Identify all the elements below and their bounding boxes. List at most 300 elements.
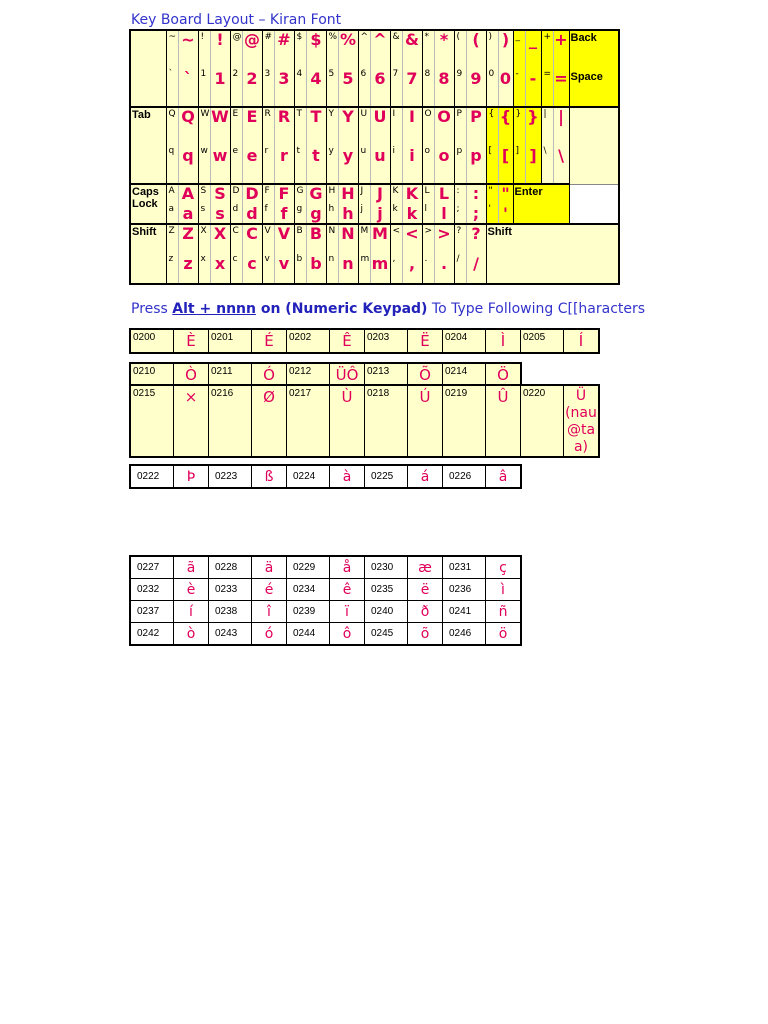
key-glyph-upper: Y — [342, 107, 354, 126]
key-glyph-upper: K — [405, 184, 419, 203]
tab-key[interactable] — [130, 107, 166, 184]
key-row3-0-glyph[interactable] — [178, 184, 198, 224]
key-row1-10-glyph[interactable] — [498, 30, 513, 107]
key-small-lower: 7 — [392, 68, 399, 79]
key-glyph-lower: q — [182, 145, 194, 165]
key-glyph-upper: I — [409, 107, 415, 126]
key-row3-2-glyph[interactable] — [242, 184, 262, 224]
key-small-lower: 2 — [232, 68, 239, 79]
char-glyph: ä — [264, 559, 274, 576]
key-small-upper: + — [543, 32, 552, 42]
key-row4-2-small[interactable] — [230, 224, 242, 284]
key-glyph-lower: = — [554, 68, 568, 88]
key-row3-9-glyph[interactable] — [466, 184, 486, 224]
key-glyph-lower: w — [212, 145, 228, 165]
char-glyph: Ü (nau @ta a) — [565, 388, 597, 455]
key-glyph-upper: X — [213, 224, 227, 243]
key-small-lower: \ — [543, 145, 547, 156]
code-cell — [209, 623, 252, 646]
glyph-cell — [486, 601, 522, 623]
key-small-upper: { — [488, 109, 495, 119]
key-row2-8-glyph[interactable] — [434, 107, 454, 184]
key-glyph-upper: & — [405, 30, 419, 49]
key-glyph-lower: t — [312, 145, 320, 165]
char-code: 0201 — [211, 332, 234, 343]
glyph-cell — [174, 556, 209, 579]
key-glyph-upper: _ — [529, 30, 537, 49]
char-glyph: ô — [342, 625, 352, 642]
key-row1-6-glyph[interactable] — [370, 30, 390, 107]
key-row2-5-small[interactable] — [326, 107, 338, 184]
glyph-cell — [252, 601, 287, 623]
char-code: 0218 — [367, 388, 390, 399]
key-small-upper: " — [488, 186, 493, 196]
char-code: 0243 — [215, 628, 238, 639]
key-small-lower: 3 — [264, 68, 271, 79]
char-glyph: í — [189, 603, 193, 620]
key-row4-3-glyph[interactable] — [274, 224, 294, 284]
key-row2-6-small[interactable] — [358, 107, 370, 184]
key-row4-8-small[interactable] — [422, 224, 434, 284]
key-glyph-lower: b — [310, 254, 322, 273]
char-glyph: È — [186, 332, 196, 350]
char-glyph: Õ — [419, 366, 431, 384]
char-glyph: ö — [498, 625, 508, 642]
key-row3-10-small[interactable] — [486, 184, 498, 224]
key-glyph-upper: " — [501, 184, 510, 203]
key-row1-9-small[interactable] — [454, 30, 466, 107]
key-tilde-row-start[interactable] — [130, 30, 166, 107]
key-row4-4-glyph[interactable] — [306, 224, 326, 284]
glyph-cell — [486, 579, 522, 601]
char-code: 0244 — [293, 628, 316, 639]
glyph-cell — [408, 579, 443, 601]
key-glyph-upper: C — [246, 224, 258, 243]
key-row2-0-glyph[interactable] — [178, 107, 198, 184]
key-row1-0-small[interactable] — [166, 30, 178, 107]
key-glyph-upper: ) — [501, 30, 510, 49]
key-row1-6-small[interactable] — [358, 30, 370, 107]
key-glyph-upper: + — [554, 30, 568, 49]
key-row1-4-small[interactable] — [294, 30, 306, 107]
key-row4-0-small[interactable] — [166, 224, 178, 284]
char-glyph: ñ — [498, 603, 508, 620]
char-glyph: á — [420, 468, 430, 485]
key-row4-6-small[interactable] — [358, 224, 370, 284]
key-small-lower: i — [392, 145, 396, 156]
code-cell — [209, 579, 252, 601]
key-row4-5-glyph[interactable] — [338, 224, 358, 284]
key-row2-1-glyph[interactable] — [210, 107, 230, 184]
key-row2-6-glyph[interactable] — [370, 107, 390, 184]
char-code: 0204 — [445, 332, 468, 343]
key-row3-6-glyph[interactable] — [370, 184, 390, 224]
key-row3-7-small[interactable] — [390, 184, 402, 224]
char-code: 0205 — [523, 332, 546, 343]
code-cell — [287, 579, 330, 601]
key-small-lower: = — [543, 68, 552, 79]
key-glyph-upper: U — [373, 107, 387, 126]
key-small-lower: l — [424, 204, 428, 214]
key-row2-5-glyph[interactable] — [338, 107, 358, 184]
glyph-cell — [486, 556, 522, 579]
key-glyph-lower: ] — [529, 145, 537, 165]
key-row4-1-small[interactable] — [198, 224, 210, 284]
char-glyph: Ó — [263, 366, 275, 384]
key-small-upper: A — [168, 186, 175, 196]
key-row1-1-small[interactable] — [198, 30, 210, 107]
key-small-lower: o — [424, 145, 431, 156]
key-glyph-upper: * — [439, 30, 449, 49]
char-glyph: Ë — [420, 332, 430, 350]
key-small-lower: 5 — [328, 68, 335, 79]
glyph-cell — [174, 329, 209, 353]
key-row4-9-glyph[interactable] — [466, 224, 486, 284]
shift-right-key[interactable] — [486, 224, 619, 284]
code-table-4 — [129, 464, 522, 489]
key-row4-7-small[interactable] — [390, 224, 402, 284]
key-row3-5-small[interactable] — [326, 184, 338, 224]
key-row3-3-small[interactable] — [262, 184, 274, 224]
glyph-cell — [330, 579, 365, 601]
key-small-lower: , — [392, 254, 396, 264]
key-small-lower: . — [424, 254, 428, 264]
backspace-key[interactable] — [569, 30, 619, 107]
key-row2-11-small[interactable] — [513, 107, 525, 184]
key-row2-9-small[interactable] — [454, 107, 466, 184]
key-small-lower: 4 — [296, 68, 303, 79]
key-row4-8-glyph[interactable] — [434, 224, 454, 284]
key-glyph-upper: < — [405, 224, 419, 243]
key-glyph-upper: # — [277, 30, 291, 49]
key-row2-2-small[interactable] — [230, 107, 242, 184]
key-small-upper: L — [424, 186, 430, 196]
char-glyph: å — [342, 559, 352, 576]
key-row4-4-small[interactable] — [294, 224, 306, 284]
key-glyph-upper: ~ — [181, 30, 195, 49]
key-small-lower: a — [168, 204, 175, 214]
char-code: 0231 — [449, 562, 472, 573]
key-row2-11-glyph[interactable] — [525, 107, 541, 184]
key-row2-3-glyph[interactable] — [274, 107, 294, 184]
key-row4-6-glyph[interactable] — [370, 224, 390, 284]
key-row3-2-small[interactable] — [230, 184, 242, 224]
code-table-3 — [129, 384, 600, 458]
key-small-upper: M — [360, 226, 369, 236]
code-cell — [443, 385, 486, 457]
key-small-upper: B — [296, 226, 303, 236]
glyph-cell — [330, 385, 365, 457]
key-row2-10-glyph[interactable] — [498, 107, 513, 184]
key-row1-3-small[interactable] — [262, 30, 274, 107]
char-code: 0246 — [449, 628, 472, 639]
key-row1-11-small[interactable] — [513, 30, 525, 107]
key-glyph-upper: ? — [471, 224, 481, 243]
key-small-upper: ( — [456, 32, 461, 42]
key-row1-10-small[interactable] — [486, 30, 498, 107]
key-row3-4-small[interactable] — [294, 184, 306, 224]
key-row2-7-small[interactable] — [390, 107, 402, 184]
glyph-cell — [174, 385, 209, 457]
char-code: 0230 — [371, 562, 394, 573]
key-row2-1-small[interactable] — [198, 107, 210, 184]
instruction-alt-keys: Alt + nnnn — [172, 301, 256, 317]
key-small-upper: | — [543, 109, 547, 119]
key-small-lower: ' — [488, 204, 491, 214]
key-row1-5-small[interactable] — [326, 30, 338, 107]
key-glyph-lower: 4 — [310, 68, 322, 88]
key-row3-5-glyph[interactable] — [338, 184, 358, 224]
key-row2-4-glyph[interactable] — [306, 107, 326, 184]
char-code: 0232 — [137, 584, 160, 595]
key-small-upper: U — [360, 109, 368, 119]
key-row2-3-small[interactable] — [262, 107, 274, 184]
code-cell — [365, 579, 408, 601]
char-glyph: × — [184, 388, 198, 406]
key-small-lower: ; — [456, 204, 460, 214]
code-table-1 — [129, 328, 600, 354]
key-small-upper: ) — [488, 32, 493, 42]
char-code: 0226 — [449, 471, 472, 482]
key-row4-2-glyph[interactable] — [242, 224, 262, 284]
key-row3-10-glyph[interactable] — [498, 184, 513, 224]
key-small-lower: p — [456, 145, 463, 156]
glyph-cell — [174, 465, 209, 488]
char-glyph: ó — [264, 625, 274, 642]
key-glyph-upper: V — [277, 224, 291, 243]
page-title: Key Board Layout – Kiran Font — [131, 12, 342, 28]
key-glyph-upper: Q — [181, 107, 195, 126]
key-small-lower: w — [200, 145, 208, 156]
char-code: 0210 — [133, 366, 156, 377]
shift-left-key[interactable] — [130, 224, 166, 284]
key-row2-7-glyph[interactable] — [402, 107, 422, 184]
key-small-lower: 6 — [360, 68, 367, 79]
char-glyph: æ — [418, 559, 432, 576]
key-row2-4-small[interactable] — [294, 107, 306, 184]
key-small-upper: > — [424, 226, 433, 236]
code-cell — [365, 556, 408, 579]
key-row1-5-glyph[interactable] — [338, 30, 358, 107]
char-glyph: Í — [578, 332, 584, 350]
code-cell — [365, 385, 408, 457]
key-small-lower: g — [296, 204, 303, 214]
key-row1-7-glyph[interactable] — [402, 30, 422, 107]
key-row3-3-glyph[interactable] — [274, 184, 294, 224]
key-small-lower: h — [328, 204, 335, 214]
key-small-upper: @ — [232, 32, 242, 42]
code-cell — [443, 556, 486, 579]
glyph-cell — [486, 329, 521, 353]
key-glyph-lower: c — [247, 254, 257, 273]
key-glyph-lower: k — [406, 204, 418, 223]
key-row4-3-small[interactable] — [262, 224, 274, 284]
instruction-text — [131, 301, 645, 317]
code-cell — [209, 385, 252, 457]
char-code: 0237 — [137, 606, 160, 617]
key-row1-2-small[interactable] — [230, 30, 242, 107]
code-cell — [521, 329, 564, 353]
key-glyph-lower: [ — [501, 145, 510, 165]
code-cell — [130, 465, 174, 488]
char-code: 0212 — [289, 366, 312, 377]
key-row2-9-glyph[interactable] — [466, 107, 486, 184]
key-glyph-upper: T — [310, 107, 322, 126]
char-code: 0236 — [449, 584, 472, 595]
char-glyph: ß — [264, 468, 274, 485]
key-glyph-lower: 5 — [342, 68, 354, 88]
tab-key-label: Tab — [132, 109, 151, 121]
char-code: 0223 — [215, 471, 238, 482]
key-glyph-lower: 6 — [374, 68, 386, 88]
key-small-upper: X — [200, 226, 207, 236]
key-row1-1-glyph[interactable] — [210, 30, 230, 107]
key-row2-0-small[interactable] — [166, 107, 178, 184]
glyph-cell — [252, 329, 287, 353]
key-row1-9-glyph[interactable] — [466, 30, 486, 107]
char-code: 0227 — [137, 562, 160, 573]
key-row1-8-small[interactable] — [422, 30, 434, 107]
code-cell — [521, 385, 564, 457]
key-glyph-upper: $ — [310, 30, 322, 49]
key-row2-10-small[interactable] — [486, 107, 498, 184]
key-glyph-lower: ; — [472, 204, 480, 223]
char-code: 0228 — [215, 562, 238, 573]
key-small-upper: G — [296, 186, 304, 196]
key-row2-end-spacer — [569, 107, 619, 184]
key-glyph-upper: G — [309, 184, 323, 203]
key-glyph-lower: r — [280, 145, 288, 165]
glyph-cell — [408, 465, 443, 488]
key-row2-12-small[interactable] — [541, 107, 553, 184]
key-small-lower: c — [232, 254, 238, 264]
key-glyph-lower: \ — [558, 145, 564, 165]
key-small-upper: } — [515, 109, 522, 119]
char-code: 0225 — [371, 471, 394, 482]
key-glyph-lower: 3 — [278, 68, 290, 88]
key-row2-2-glyph[interactable] — [242, 107, 262, 184]
key-row3-8-glyph[interactable] — [434, 184, 454, 224]
code-cell — [443, 601, 486, 623]
key-small-upper: & — [392, 32, 400, 42]
char-code: 0200 — [133, 332, 156, 343]
key-glyph-lower: 2 — [246, 68, 258, 88]
key-small-lower: q — [168, 145, 175, 156]
instruction-prefix: Press — [131, 301, 173, 317]
key-small-lower: ] — [515, 145, 520, 156]
key-small-upper: N — [328, 226, 336, 236]
glyph-cell — [330, 601, 365, 623]
code-cell — [287, 601, 330, 623]
key-row3-7-glyph[interactable] — [402, 184, 422, 224]
key-small-upper: : — [456, 186, 460, 196]
key-row1-0-glyph[interactable] — [178, 30, 198, 107]
key-row1-2-glyph[interactable] — [242, 30, 262, 107]
key-row1-4-glyph[interactable] — [306, 30, 326, 107]
key-row1-11-glyph[interactable] — [525, 30, 541, 107]
key-row1-7-small[interactable] — [390, 30, 402, 107]
key-row3-1-glyph[interactable] — [210, 184, 230, 224]
key-row3-1-small[interactable] — [198, 184, 210, 224]
char-glyph: î — [267, 603, 271, 620]
key-row1-12-small[interactable] — [541, 30, 553, 107]
key-glyph-upper: B — [309, 224, 323, 243]
glyph-cell — [486, 385, 521, 457]
char-code: 0229 — [293, 562, 316, 573]
key-row3-8-small[interactable] — [422, 184, 434, 224]
key-row4-7-glyph[interactable] — [402, 224, 422, 284]
key-glyph-upper: % — [339, 30, 357, 49]
key-row2-8-small[interactable] — [422, 107, 434, 184]
glyph-cell — [408, 601, 443, 623]
key-row1-12-glyph[interactable] — [553, 30, 569, 107]
code-cell — [287, 623, 330, 646]
key-small-lower: 1 — [200, 68, 207, 79]
key-row4-5-small[interactable] — [326, 224, 338, 284]
caps-lock-key[interactable] — [130, 184, 166, 224]
char-glyph: ÜÔ — [335, 366, 359, 384]
backspace-label-bottom: Space — [570, 71, 603, 83]
char-glyph: Ù — [341, 388, 353, 406]
caps-lock-key-label: Caps Lock — [132, 186, 159, 210]
key-small-lower: 9 — [456, 68, 463, 79]
char-code: 0202 — [289, 332, 312, 343]
key-row4-1-glyph[interactable] — [210, 224, 230, 284]
char-code: 0238 — [215, 606, 238, 617]
key-row4-9-small[interactable] — [454, 224, 466, 284]
key-small-upper: $ — [296, 32, 303, 42]
char-glyph: Ò — [185, 366, 197, 384]
key-row3-9-small[interactable] — [454, 184, 466, 224]
code-cell — [287, 385, 330, 457]
key-small-lower: n — [328, 254, 335, 264]
key-row2-12-glyph[interactable] — [553, 107, 569, 184]
key-glyph-upper: O — [437, 107, 451, 126]
char-glyph: ê — [342, 581, 352, 598]
glyph-cell — [408, 329, 443, 353]
enter-key[interactable] — [513, 184, 569, 224]
code-cell — [443, 465, 486, 488]
key-row3-6-small[interactable] — [358, 184, 370, 224]
char-glyph: Ì — [500, 332, 506, 350]
key-row1-8-glyph[interactable] — [434, 30, 454, 107]
char-glyph: ã — [186, 559, 196, 576]
key-small-lower: s — [200, 204, 206, 214]
char-glyph: è — [186, 581, 196, 598]
char-glyph: ò — [186, 625, 196, 642]
key-row4-0-glyph[interactable] — [178, 224, 198, 284]
glyph-cell — [408, 556, 443, 579]
code-cell — [365, 601, 408, 623]
key-small-upper: < — [392, 226, 401, 236]
key-glyph-lower: l — [441, 204, 447, 223]
char-glyph: ë — [420, 581, 430, 598]
key-glyph-lower: 1 — [214, 68, 226, 88]
key-small-upper: * — [424, 32, 429, 42]
key-row3-0-small[interactable] — [166, 184, 178, 224]
code-cell — [209, 556, 252, 579]
key-small-upper: # — [264, 32, 273, 42]
char-glyph: ì — [501, 581, 505, 598]
key-glyph-lower: 0 — [499, 68, 512, 88]
key-row3-4-glyph[interactable] — [306, 184, 326, 224]
key-small-upper: % — [328, 32, 338, 42]
key-glyph-lower: m — [371, 254, 389, 273]
key-row1-3-glyph[interactable] — [274, 30, 294, 107]
code-cell — [130, 329, 174, 353]
key-small-lower: y — [328, 145, 334, 156]
key-small-lower: r — [264, 145, 269, 156]
